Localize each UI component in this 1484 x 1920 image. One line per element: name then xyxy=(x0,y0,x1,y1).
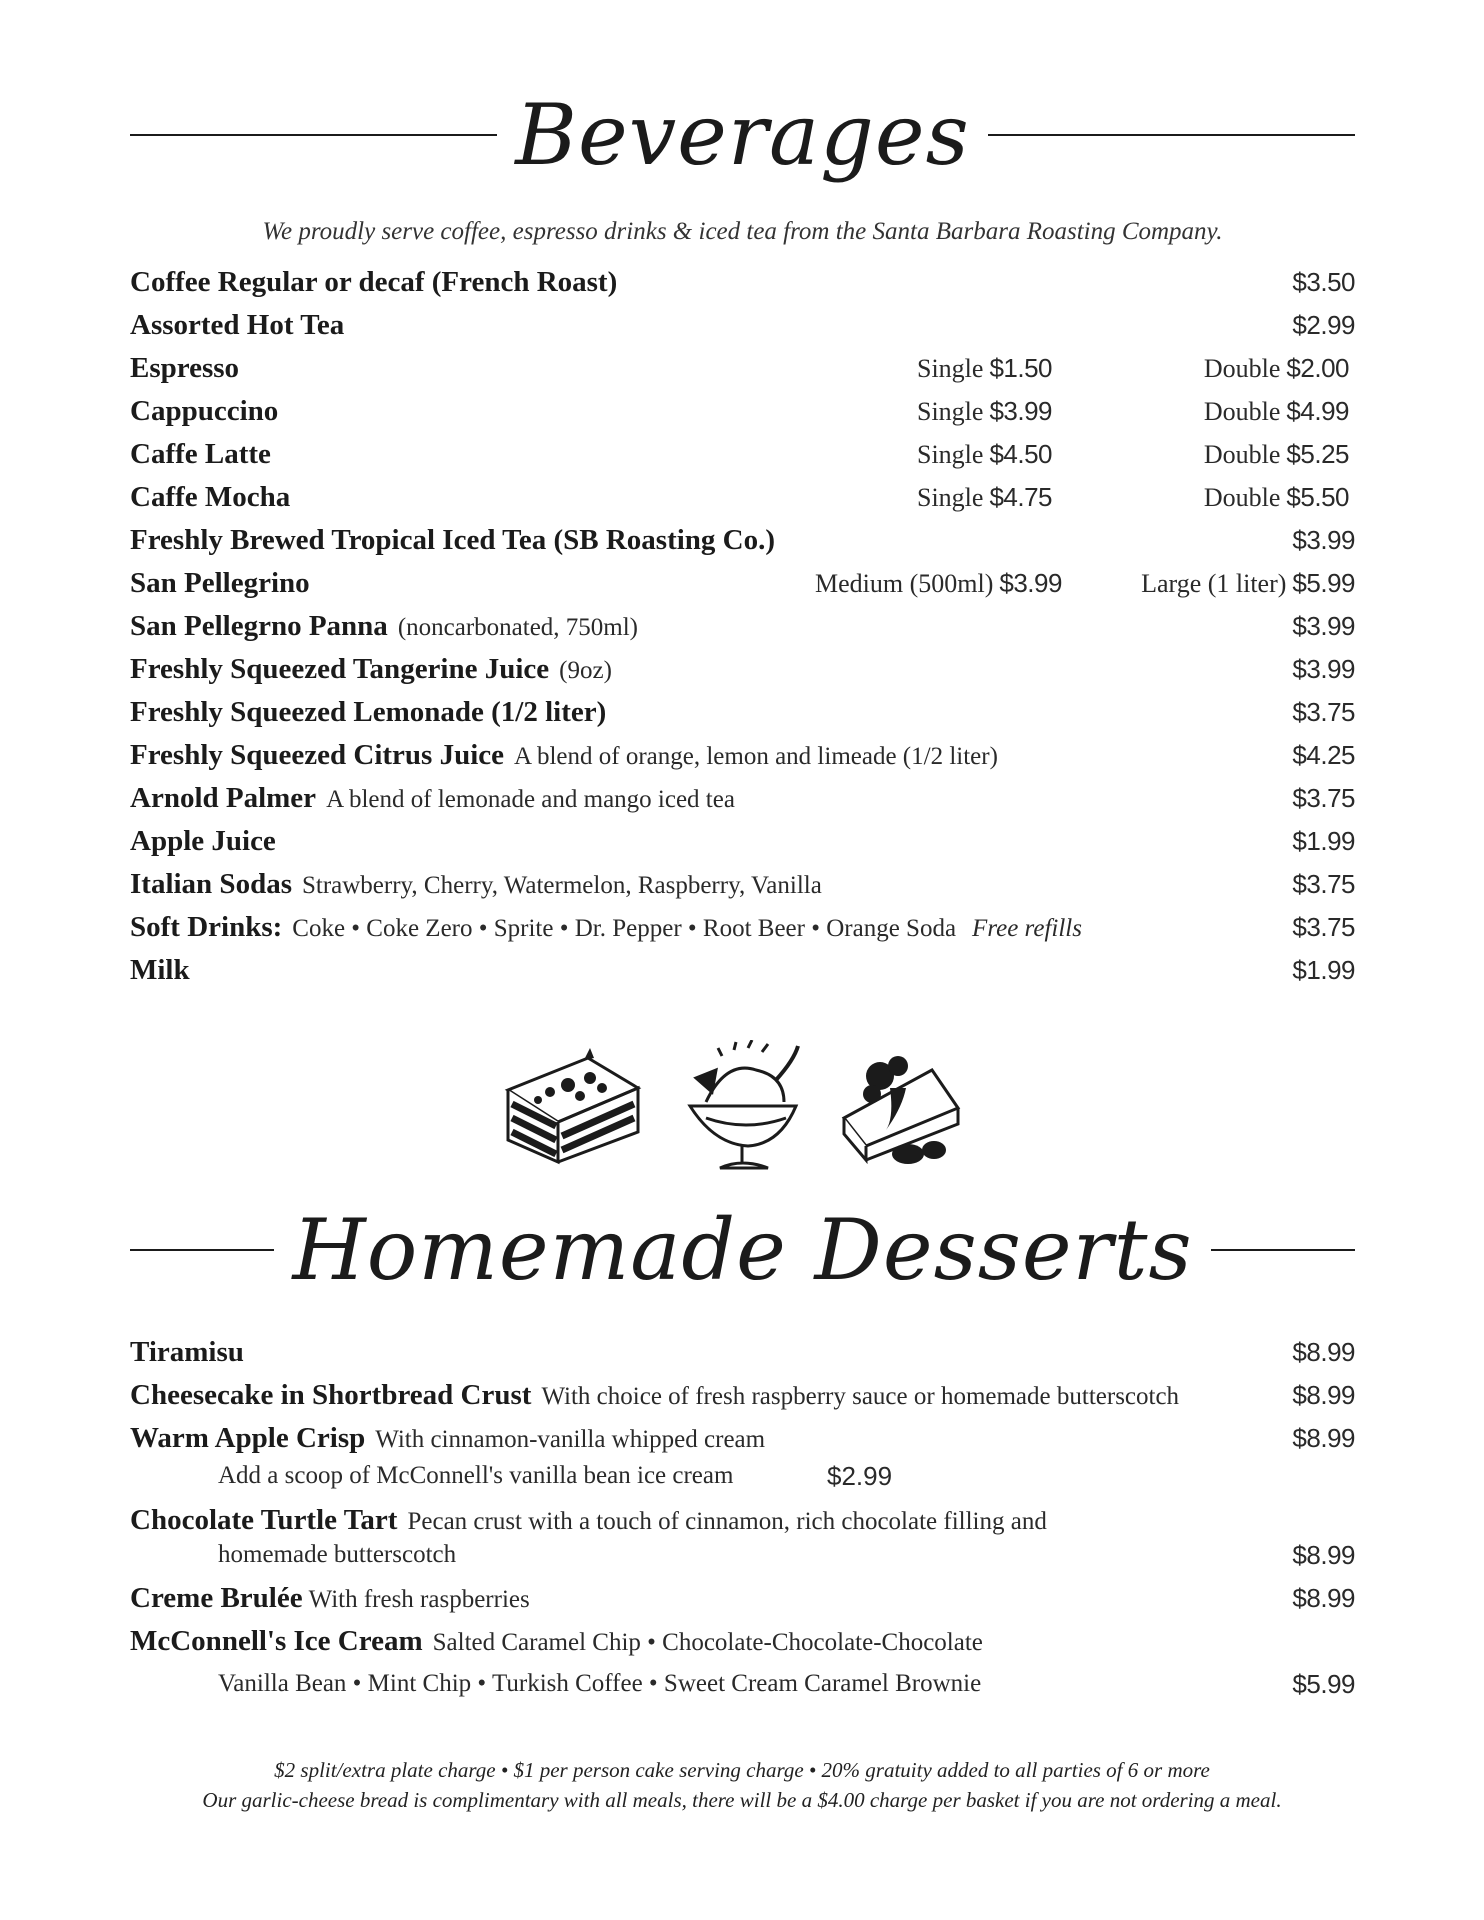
item-price: $3.75 xyxy=(1292,783,1355,813)
medium-price: Medium (500ml) $3.99 xyxy=(815,568,1062,598)
item-price: $3.99 xyxy=(1292,525,1355,555)
item-name: Chocolate Turtle Tart Pecan crust with a touch of cinnamon, rich chocolate filling and xyxy=(130,1504,1047,1536)
item-price: $3.99 xyxy=(1292,654,1355,684)
menu-item xyxy=(130,864,1355,904)
footer-charges: $2 split/extra plate charge • $1 per person cake serving charge • 20% gratuity added to all parties of 6 or more xyxy=(274,1758,1210,1782)
item-name: Milk xyxy=(130,954,190,986)
menu-item xyxy=(130,477,1355,517)
item-name: Tiramisu xyxy=(130,1336,244,1368)
item-name: Soft Drinks: Coke • Coke Zero • Sprite • Dr. Pepper • Root Beer • Orange Soda Free refills xyxy=(130,911,1082,943)
menu-item xyxy=(130,821,1355,861)
heading-rule-left xyxy=(130,134,497,136)
item-price: $1.99 xyxy=(1292,826,1355,856)
item-price: $3.75 xyxy=(1292,697,1355,727)
menu-item xyxy=(130,1375,1355,1415)
item-name: San Pellegrino xyxy=(130,567,310,599)
double-price: Double $4.99 xyxy=(1203,396,1349,426)
item-price: $8.99 xyxy=(1292,1583,1355,1613)
heading-rule-right xyxy=(988,134,1355,136)
item-price: $3.50 xyxy=(1292,267,1355,297)
item-price: $3.99 xyxy=(1292,611,1355,641)
item-description-continued: Vanilla Bean • Mint Chip • Turkish Coffee • Sweet Cream Caramel Brownie xyxy=(218,1670,982,1697)
desserts-title: Homemade Desserts xyxy=(292,1201,1193,1299)
beverages-title: Beverages xyxy=(515,86,970,184)
turtle-tart-price-row xyxy=(130,1535,1355,1575)
ice-cream-price-row xyxy=(130,1664,1355,1704)
item-name: Apple Juice xyxy=(130,825,276,857)
large-price: Large (1 liter) $5.99 xyxy=(1141,568,1355,598)
item-name: Creme Brulée With fresh raspberries xyxy=(130,1582,530,1614)
item-price: $3.75 xyxy=(1292,912,1355,942)
menu-item xyxy=(130,391,1355,431)
sundae-illustration xyxy=(676,1040,811,1175)
item-price: $3.75 xyxy=(1292,869,1355,899)
beverages-heading xyxy=(130,75,1355,195)
menu-item xyxy=(130,434,1355,474)
item-name: Italian Sodas Strawberry, Cherry, Watermelon, Raspberry, Vanilla xyxy=(130,868,822,900)
double-price: Double $5.50 xyxy=(1203,482,1349,512)
item-price: $8.99 xyxy=(1292,1423,1355,1453)
menu-item xyxy=(130,1621,1355,1661)
double-price: Double $5.25 xyxy=(1203,439,1349,469)
menu-item xyxy=(130,1332,1355,1372)
item-name: Warm Apple Crisp With cinnamon-vanilla whipped cream xyxy=(130,1422,766,1454)
menu-item xyxy=(130,348,1355,388)
menu-item xyxy=(130,649,1355,689)
menu-item xyxy=(130,305,1355,345)
apple-crisp-addon: Add a scoop of McConnell's vanilla bean ice cream xyxy=(218,1462,734,1489)
menu-item xyxy=(130,1578,1355,1618)
item-price: $8.99 xyxy=(1292,1380,1355,1410)
heading-rule-left xyxy=(130,1249,274,1251)
heading-rule-right xyxy=(1211,1249,1355,1251)
single-price: Single $3.99 xyxy=(917,396,1053,426)
item-name: Espresso xyxy=(130,352,240,384)
item-name: Freshly Squeezed Lemonade (1/2 liter) xyxy=(130,696,607,728)
item-name: Assorted Hot Tea xyxy=(130,309,345,341)
double-price: Double $2.00 xyxy=(1203,353,1349,383)
item-name: Cappuccino xyxy=(130,395,279,427)
menu-item xyxy=(130,520,1355,560)
menu-item xyxy=(130,1418,1355,1458)
single-price: Single $1.50 xyxy=(917,353,1053,383)
cheesecake-illustration xyxy=(836,1048,968,1168)
item-name: Caffe Latte xyxy=(130,438,271,470)
menu-item xyxy=(130,692,1355,732)
menu-item xyxy=(130,907,1355,947)
item-price: $2.99 xyxy=(1292,310,1355,340)
item-name: Arnold Palmer A blend of lemonade and mango iced tea xyxy=(130,782,735,814)
item-name: Freshly Squeezed Citrus Juice A blend of orange, lemon and limeade (1/2 liter) xyxy=(130,739,998,771)
addon-price: $2.99 xyxy=(827,1461,893,1491)
item-name: Cheesecake in Shortbread Crust With choice of fresh raspberry sauce or homemade butterscotch xyxy=(130,1379,1180,1411)
menu-item xyxy=(130,950,1355,990)
item-price: $5.99 xyxy=(1292,1669,1355,1699)
desserts-heading xyxy=(130,1190,1355,1310)
item-description-continued: homemade butterscotch xyxy=(218,1541,457,1568)
menu-item xyxy=(130,1500,1355,1540)
menu-item xyxy=(130,262,1355,302)
single-price: Single $4.75 xyxy=(917,482,1053,512)
single-price: Single $4.50 xyxy=(917,439,1053,469)
menu-item xyxy=(130,778,1355,818)
item-name: San Pellegrno Panna (noncarbonated, 750ml) xyxy=(130,610,639,642)
menu-item xyxy=(130,606,1355,646)
item-name: Coffee Regular or decaf (French Roast) xyxy=(130,266,618,298)
item-price: $8.99 xyxy=(1292,1337,1355,1367)
tiramisu-illustration xyxy=(498,1040,646,1165)
footer-bread-note: Our garlic-cheese bread is complimentary with all meals, there will be a $4.00 charge per basket if you are not ordering a meal. xyxy=(202,1788,1282,1812)
item-name: Freshly Brewed Tropical Iced Tea (SB Roasting Co.) xyxy=(130,524,776,556)
item-name: McConnell's Ice Cream Salted Caramel Chip • Chocolate-Chocolate-Chocolate xyxy=(130,1625,983,1657)
item-price: $4.25 xyxy=(1292,740,1355,770)
menu-item xyxy=(130,735,1355,775)
item-price: $1.99 xyxy=(1292,955,1355,985)
item-price: $8.99 xyxy=(1292,1540,1355,1570)
item-name: Freshly Squeezed Tangerine Juice (9oz) xyxy=(130,653,612,685)
menu-item xyxy=(130,563,1355,603)
beverages-intro: We proudly serve coffee, espresso drinks & iced tea from the Santa Barbara Roasting Company. xyxy=(262,218,1223,245)
item-name: Caffe Mocha xyxy=(130,481,291,513)
